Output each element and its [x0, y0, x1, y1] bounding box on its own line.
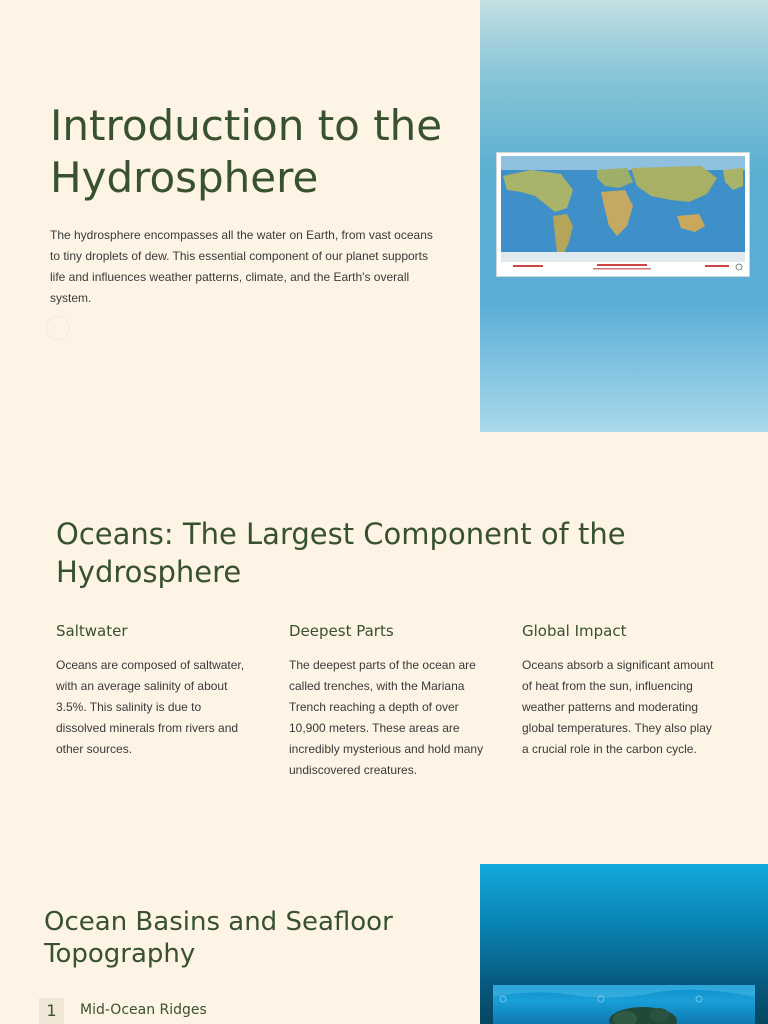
list-number-badge: 1: [39, 998, 64, 1024]
reef-icon: [493, 985, 755, 1024]
underwater-reef-image: [493, 985, 755, 1024]
column-heading: Saltwater: [56, 622, 128, 640]
saltwater-column: [56, 620, 251, 760]
slide1-title: Introduction to the Hydrosphere: [50, 101, 443, 202]
column-text: Oceans absorb a significant amount of heat from the sun, influencing weather patterns and moderating global temperatures. They also play a crucial role in the carbon cycle.: [522, 658, 714, 756]
world-map-icon: [501, 156, 745, 273]
column-text: Oceans are composed of saltwater, with an average salinity of about 3.5%. This salinity is due to dissolved minerals from rivers and other sources.: [56, 658, 245, 756]
column-text: The deepest parts of the ocean are called trenches, with the Mariana Trench reaching a depth of over 10,900 meters. These areas are incredibly mysterious and hold many undiscovered creatures.: [289, 658, 484, 777]
column-heading: Global Impact: [522, 622, 627, 640]
list-item-label: Mid-Ocean Ridges: [80, 1002, 207, 1018]
underwater-gradient-panel: [480, 864, 768, 1024]
column-heading: Deepest Parts: [289, 622, 394, 640]
decorative-circle: [46, 316, 70, 340]
world-map-image: [496, 152, 750, 277]
deepest-parts-column: [289, 620, 484, 781]
slide1-body: The hydrosphere encompasses all the water on Earth, from vast oceans to tiny droplets of dew. This essential component of our planet supports life and influences weather patterns, climate, and the Earth's overall system.: [50, 228, 433, 305]
slide2-title: Oceans: The Largest Component of the Hydrosphere: [56, 517, 626, 589]
slide3-title: Ocean Basins and Seafloor Topography: [44, 907, 393, 969]
global-impact-column: [522, 620, 717, 760]
